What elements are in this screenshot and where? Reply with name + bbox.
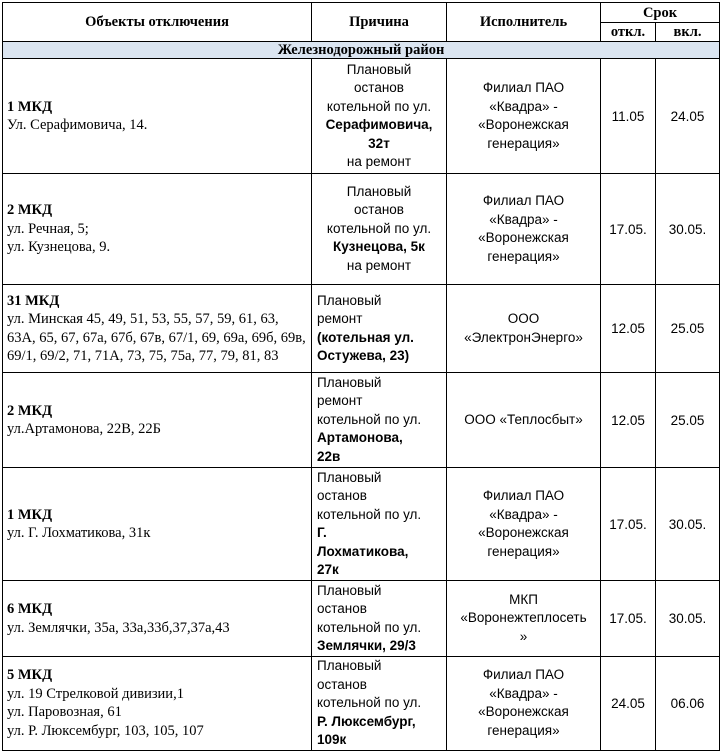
outage-schedule-table — [2, 2, 720, 751]
table-row — [3, 373, 720, 468]
boiler-address: 109к — [317, 732, 347, 747]
address-list: ул. Минская 45, 49, 51, 53, 55, 57, 59, 61, 63, 63А, 65, 67, 67а, 67б, 67в, 67/1, 69, 69а, 69б, 69в, 69/1, 69/2, 71, 71А, 73, 75, 75а, 77, 79, 81, 83 — [7, 311, 306, 364]
object-cell — [3, 468, 312, 581]
building-count: 31 МКД — [7, 292, 60, 309]
header-objects: Объекты отключения — [3, 3, 312, 42]
district-name: Железнодорожный район — [3, 42, 720, 59]
off-date: 17.05. — [601, 174, 656, 285]
building-count: 2 МКД — [7, 202, 53, 219]
reason-text: Плановый — [346, 61, 412, 77]
building-count: 5 МКД — [7, 667, 53, 684]
executor-text: Филиал ПАО — [482, 488, 565, 503]
object-cell — [3, 657, 312, 751]
executor-cell — [447, 285, 601, 373]
reason-text: котельной по ул. — [317, 506, 422, 522]
reason-text: котельной по ул. — [326, 220, 432, 236]
executor-text: МКП — [509, 591, 538, 607]
boiler-address: Г. — [317, 525, 327, 540]
on-date: 30.05. — [656, 468, 720, 581]
on-date: 06.06 — [656, 657, 720, 751]
reason-text: останов — [354, 202, 404, 218]
building-count: 2 МКД — [7, 402, 53, 419]
reason-text: останов — [317, 676, 367, 692]
on-date: 25.05 — [656, 285, 720, 373]
table-row — [3, 468, 720, 581]
executor-text: «Квадра» - — [489, 685, 558, 701]
boiler-address: (котельная ул. — [317, 329, 414, 345]
executor-cell — [447, 373, 601, 468]
reason-text: Плановый — [317, 582, 382, 598]
address-list: Ул. Серафимовича, 14. — [7, 117, 148, 133]
reason-text: ремонт — [317, 311, 363, 326]
executor-cell — [447, 59, 601, 174]
reason-cell — [312, 468, 447, 581]
executor-text: генерация» — [487, 543, 560, 559]
reason-cell — [312, 581, 447, 657]
on-date: 25.05 — [656, 373, 720, 468]
executor-text: «Воронежская — [478, 117, 569, 132]
executor-text: » — [519, 628, 528, 644]
reason-cell — [312, 373, 447, 468]
executor-text: «Квадра» - — [489, 98, 558, 114]
boiler-address: Серафимовича, — [325, 117, 433, 132]
on-date: 30.05. — [656, 174, 720, 285]
reason-text: останов — [317, 488, 367, 503]
executor-text: генерация» — [487, 135, 560, 151]
boiler-address: Лохматикова, — [317, 543, 409, 559]
off-date: 12.05 — [601, 373, 656, 468]
reason-text: Плановый — [346, 183, 412, 199]
reason-text: котельной по ул. — [317, 411, 422, 427]
address-list: ул. Г. Лохматикова, 31к — [7, 525, 151, 541]
reason-text: Плановый — [317, 292, 382, 308]
header-term: Срок — [601, 3, 720, 23]
reason-text: котельной по ул. — [317, 619, 422, 635]
address-list: ул.Артамонова, 22В, 22Б — [7, 421, 161, 437]
object-cell — [3, 59, 312, 174]
object-cell — [3, 285, 312, 373]
address-list: ул. Землячки, 35а, 33а,33б,37,37а,43 — [7, 619, 230, 636]
reason-text: котельной по ул. — [326, 98, 432, 114]
reason-cell — [312, 174, 447, 285]
reason-text: ремонт — [317, 393, 363, 409]
off-date: 12.05 — [601, 285, 656, 373]
executor-cell — [447, 468, 601, 581]
off-date: 24.05 — [601, 657, 656, 751]
executor-cell — [447, 657, 601, 751]
boiler-address: 22в — [317, 448, 341, 464]
executor-text: «Воронежская — [478, 230, 569, 245]
off-date: 11.05 — [601, 59, 656, 174]
executor-text: генерация» — [487, 722, 560, 738]
boiler-address: 27к — [317, 562, 339, 577]
reason-text: останов — [317, 601, 367, 616]
executor-text: «ЭлектронЭнерго» — [464, 329, 583, 345]
reason-text: Плановый — [317, 658, 382, 673]
boiler-address: 32т — [368, 135, 390, 151]
executor-cell — [447, 174, 601, 285]
reason-cell — [312, 59, 447, 174]
table-row — [3, 285, 720, 373]
reason-suffix: на ремонт — [346, 154, 412, 169]
table-row — [3, 59, 720, 174]
executor-text: Филиал ПАО — [482, 667, 565, 683]
object-cell — [3, 581, 312, 657]
building-count: 1 МКД — [7, 98, 53, 115]
object-cell — [3, 174, 312, 285]
boiler-address: Артамонова, — [317, 430, 403, 446]
address-list: ул. Речная, 5; ул. Кузнецова, 9. — [7, 220, 111, 256]
executor-text: «Квадра» - — [489, 211, 558, 227]
executor-text: ООО «Теплосбыт» — [464, 411, 583, 427]
header-on: вкл. — [656, 23, 720, 42]
table-row — [3, 174, 720, 285]
executor-cell — [447, 581, 601, 657]
building-count: 1 МКД — [7, 506, 53, 523]
reason-text: Плановый — [317, 374, 382, 390]
off-date: 17.05. — [601, 468, 656, 581]
address-list: ул. 19 Стрелковой дивизии,1 ул. Паровозная, 61 ул. Р. Люксембург, 103, 105, 107 — [7, 685, 204, 739]
table-row — [3, 581, 720, 657]
object-cell — [3, 373, 312, 468]
boiler-address: Р. Люксембург, — [317, 713, 416, 729]
district-row — [3, 42, 720, 59]
table-row — [3, 657, 720, 751]
header-row — [3, 3, 720, 23]
executor-text: Филиал ПАО — [482, 80, 565, 95]
executor-text: Филиал ПАО — [482, 193, 565, 208]
executor-text: «Квадра» - — [489, 506, 558, 522]
header-reason: Причина — [312, 3, 447, 42]
executor-text: генерация» — [487, 248, 560, 264]
reason-cell — [312, 657, 447, 751]
boiler-address: Остужева, 23) — [317, 348, 410, 363]
boiler-address: Землячки, 29/3 — [317, 638, 416, 653]
reason-text: котельной по ул. — [317, 695, 422, 710]
executor-text: «Воронежская — [478, 525, 569, 540]
off-date: 17.05. — [601, 581, 656, 657]
boiler-address: Кузнецова, 5к — [333, 239, 425, 255]
reason-cell — [312, 285, 447, 373]
header-executor: Исполнитель — [447, 3, 601, 42]
reason-text: Плановый — [317, 469, 382, 485]
reason-suffix: на ремонт — [346, 257, 412, 273]
on-date: 30.05. — [656, 581, 720, 657]
reason-text: останов — [354, 80, 404, 95]
on-date: 24.05 — [656, 59, 720, 174]
executor-text: ООО — [507, 311, 540, 326]
building-count: 6 МКД — [7, 601, 53, 617]
executor-text: «Воронежтеплосеть — [460, 610, 587, 626]
executor-text: «Воронежская — [478, 704, 569, 720]
header-off: откл. — [601, 23, 656, 42]
